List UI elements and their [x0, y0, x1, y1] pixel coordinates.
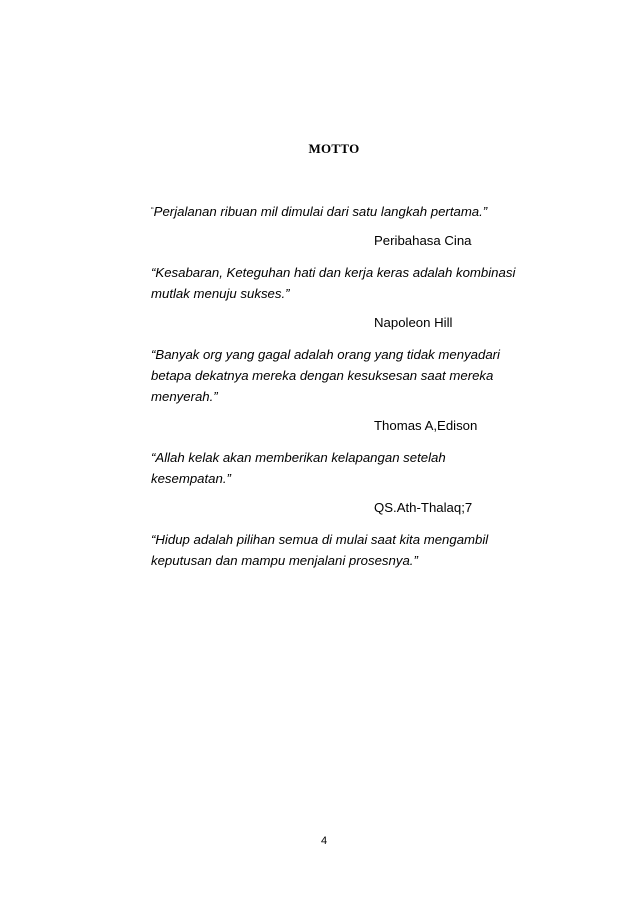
quote-text: Allah kelak akan memberikan kelapangan setelah kesempatan.”: [151, 450, 446, 486]
quote-author-1: Peribahasa Cina: [374, 233, 472, 248]
page-number: [0, 835, 638, 847]
motto-list: [151, 200, 561, 571]
motto-quote-4: [151, 447, 481, 489]
quote-author-4: QS.Ath-Thalaq;7: [374, 500, 473, 515]
quote-open-mark: “: [151, 206, 154, 215]
page-number-text: 4: [320, 835, 328, 847]
title-text: MOTTO: [308, 141, 360, 156]
quote-author-2: Napoleon Hill: [374, 315, 453, 330]
motto-quote-2: [151, 262, 541, 304]
quote-text: Banyak org yang gagal adalah orang yang tidak menyadari betapa dekatnya mereka dengan kesuksesan saat mereka menyerah.”: [151, 347, 500, 404]
page-title: [0, 141, 638, 157]
motto-quote-1: [151, 200, 531, 222]
quote-text: Hidup adalah pilihan semua di mulai saat kita mengambil keputusan dan mampu menjalani prosesnya.”: [151, 532, 489, 568]
quote-open-mark: “: [151, 450, 156, 465]
motto-quote-3: [151, 344, 539, 407]
quote-open-mark: “: [151, 347, 156, 362]
motto-quote-5: [151, 529, 536, 571]
quote-open-mark: “: [151, 532, 156, 547]
quote-text: Kesabaran, Keteguhan hati dan kerja keras adalah kombinasi mutlak menuju sukses.”: [151, 265, 516, 301]
quote-open-mark: “: [151, 265, 156, 280]
quote-author-3: Thomas A,Edison: [374, 418, 478, 433]
quote-text: Perjalanan ribuan mil dimulai dari satu langkah pertama.”: [153, 204, 488, 219]
